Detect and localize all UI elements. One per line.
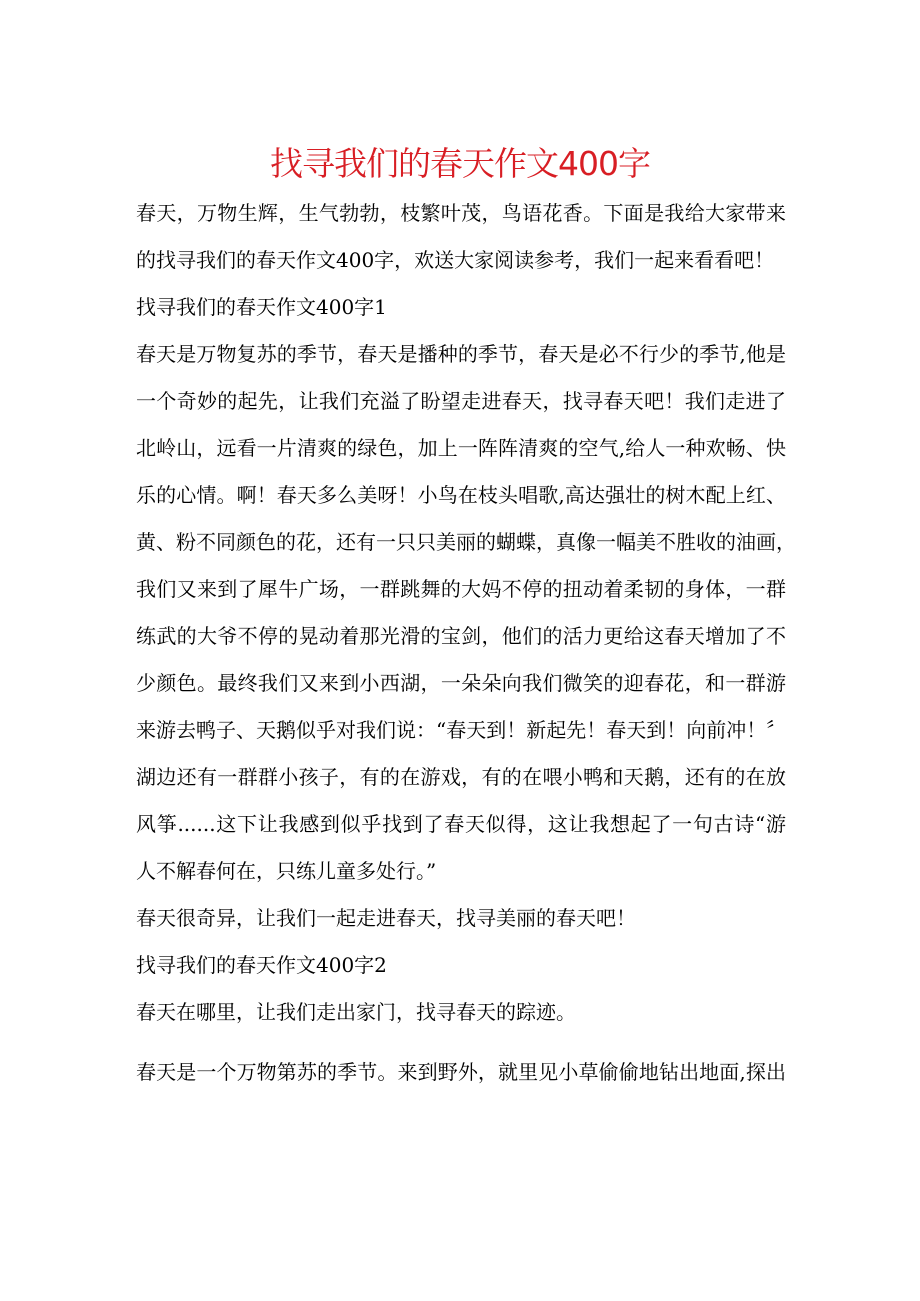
paragraph-gap <box>136 1036 786 1049</box>
paragraph-line: 练武的大爷不停的晃动着那光滑的宝剑，他们的活力更给这春天增加了不 <box>136 624 786 648</box>
paragraph-line: 湖边还有一群群小孩子，有的在游戏，有的在喂小鸭和天鹅，还有的在放 <box>136 765 786 789</box>
document-title: 找寻我们的春天作文400字 <box>270 144 650 183</box>
section-heading: 找寻我们的春天作文400字2 <box>136 953 387 977</box>
paragraph-line: 风筝......这下让我感到似乎找到了春天似得，这让我想起了一句古诗“游 <box>136 812 786 836</box>
document-body <box>136 190 796 1096</box>
paragraph-line: 北岭山，远看一片清爽的绿色，加上一阵阵清爽的空气,给人一种欢畅、快 <box>136 436 786 460</box>
paragraph-line: 人不解春何在，只练儿童多处行。” <box>136 859 437 883</box>
section-heading: 找寻我们的春天作文400字1 <box>136 295 387 319</box>
paragraph-line: 乐的心情。啊！春天多么美呀！小鸟在枝头唱歌,高达强壮的树木配上红、 <box>136 483 786 507</box>
paragraph-line: 春天，万物生辉，生气勃勃，枝繁叶茂，鸟语花香。下面是我给大家带来 <box>136 201 786 225</box>
paragraph-line: 春天是万物复苏的季节，春天是播种的季节，春天是必不行少的季节,他是 <box>136 342 786 366</box>
paragraph-line: 黄、粉不同颜色的花，还有一只只美丽的蝴蝶，真像一幅美不胜收的油画， <box>136 530 796 554</box>
paragraph-line: 春天很奇异，让我们一起走进春天，找寻美丽的春天吧！ <box>136 906 636 930</box>
paragraph-line: 的找寻我们的春天作文400字，欢送大家阅读参考，我们一起来看看吧！ <box>136 248 775 272</box>
paragraph-line: 春天在哪里，让我们走出家门，找寻春天的踪迹。 <box>136 1000 576 1024</box>
paragraph-line: 少颜色。最终我们又来到小西湖，一朵朵向我们微笑的迎春花，和一群游 <box>136 671 786 695</box>
paragraph-line: 一个奇妙的起先，让我们充溢了盼望走进春天，找寻春天吧！我们走进了 <box>136 389 786 413</box>
paragraph-line: 来游去鸭子、天鹅似乎对我们说：“春天到！新起先！春天到！向前冲！〞 <box>136 718 787 742</box>
paragraph-line: 春天是一个万物第苏的季节。来到野外，就里见小草偷偷地钻出地面,探出 <box>136 1060 786 1084</box>
paragraph-line: 我们又来到了犀牛广场，一群跳舞的大妈不停的扭动着柔韧的身体，一群 <box>136 577 786 601</box>
